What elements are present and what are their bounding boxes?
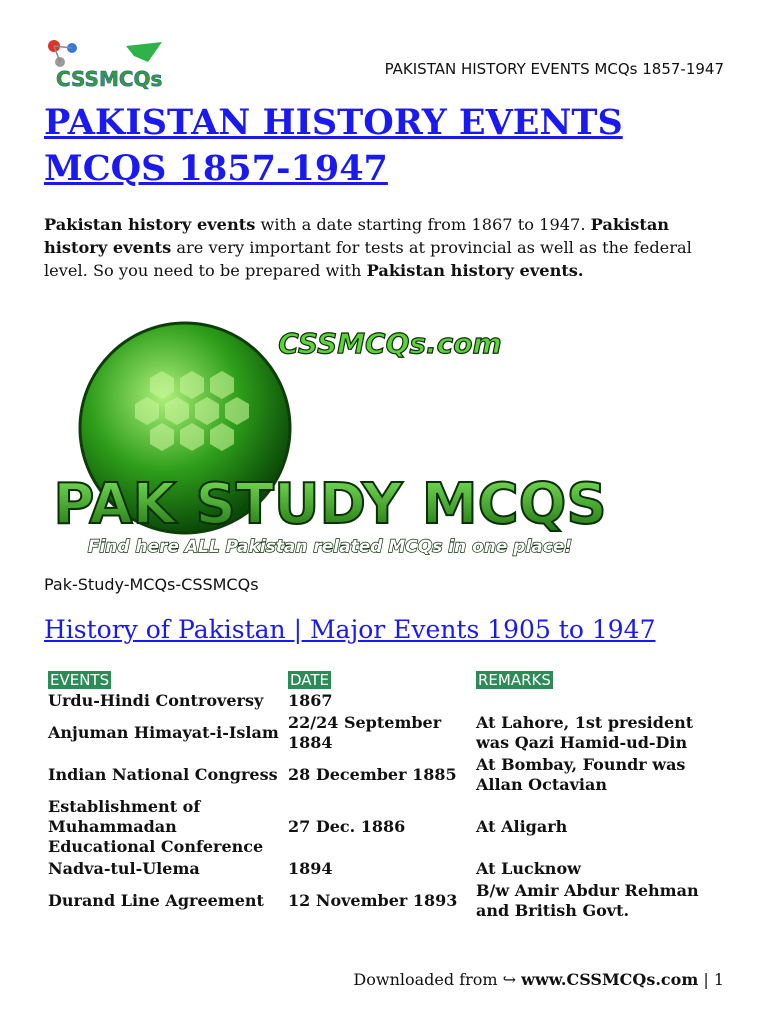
- event-cell: Anjuman Himayat-i-Islam: [48, 723, 279, 742]
- table-header-row: [44, 670, 724, 690]
- intro-bold-2: Pakistan history events: [44, 215, 670, 257]
- header-remarks: REMARKS: [478, 671, 551, 689]
- table-row: [44, 690, 724, 712]
- intro-bold-1: Pakistan history events: [44, 215, 256, 234]
- date-cell: 1894: [288, 859, 333, 878]
- cssmcqs-logo: [44, 36, 174, 96]
- header-events: EVENTS: [50, 671, 110, 689]
- remarks-cell: At Lucknow: [476, 859, 581, 878]
- table-row: [44, 796, 724, 858]
- footer-separator: |: [698, 970, 714, 989]
- page-title[interactable]: PAKISTAN HISTORY EVENTS MCQS 1857-1947: [44, 102, 623, 189]
- events-table: [44, 670, 724, 922]
- intro-text-1: with a date starting from 1867 to 1947.: [255, 215, 591, 234]
- banner-title: PAK STUDY MCQS: [53, 472, 607, 537]
- pak-study-mcqs-banner: [40, 318, 620, 563]
- page-footer: [353, 970, 724, 989]
- header-date: DATE: [290, 671, 330, 689]
- banner-tagline: Find here ALL Pakistan related MCQs in one place!: [87, 537, 573, 557]
- table-row: [44, 858, 724, 880]
- logo-text: CSSMCQs: [56, 67, 163, 91]
- remarks-cell: At Bombay, Foundr was Allan Octavian: [476, 755, 686, 794]
- intro-paragraph: [44, 213, 724, 282]
- remarks-cell: At Lahore, 1st president was Qazi Hamid-ud-Din: [476, 713, 694, 752]
- redirect-arrow-icon: ↪: [502, 970, 517, 989]
- table-row: [44, 880, 724, 922]
- event-cell: Urdu-Hindi Controversy: [48, 691, 264, 710]
- table-row: [44, 712, 724, 754]
- table-row: [44, 754, 724, 796]
- event-cell: Durand Line Agreement: [48, 891, 264, 910]
- remarks-cell: [472, 690, 724, 712]
- date-cell: 28 December 1885: [288, 765, 457, 784]
- remarks-cell: B/w Amir Abdur Rehman and British Govt.: [476, 881, 699, 920]
- intro-bold-3: Pakistan history events.: [366, 261, 584, 280]
- section-title[interactable]: History of Pakistan | Major Events 1905 to 1947: [44, 615, 656, 644]
- banner-site: CSSMCQs.com: [278, 327, 502, 360]
- intro-text-2: are very important for tests at provincial as well as the federal level. So you need to be prepared with: [44, 238, 692, 280]
- page-number: 1: [713, 970, 724, 989]
- event-cell: Nadva-tul-Ulema: [48, 859, 200, 878]
- event-cell: Establishment of Muhammadan Educational Conference: [48, 797, 264, 856]
- date-cell: 22/24 September 1884: [288, 713, 442, 752]
- image-caption: Pak-Study-MCQs-CSSMCQs: [44, 575, 259, 594]
- page-header: [0, 0, 768, 100]
- date-cell: 12 November 1893: [288, 891, 458, 910]
- date-cell: 27 Dec. 1886: [288, 817, 406, 836]
- remarks-cell: At Aligarh: [476, 817, 568, 836]
- header-title: PAKISTAN HISTORY EVENTS MCQs 1857-1947: [384, 60, 724, 78]
- footer-site-link[interactable]: www.CSSMCQs.com: [521, 970, 699, 989]
- date-cell: 1867: [288, 691, 333, 710]
- event-cell: Indian National Congress: [48, 765, 278, 784]
- footer-prefix: Downloaded from: [353, 970, 503, 989]
